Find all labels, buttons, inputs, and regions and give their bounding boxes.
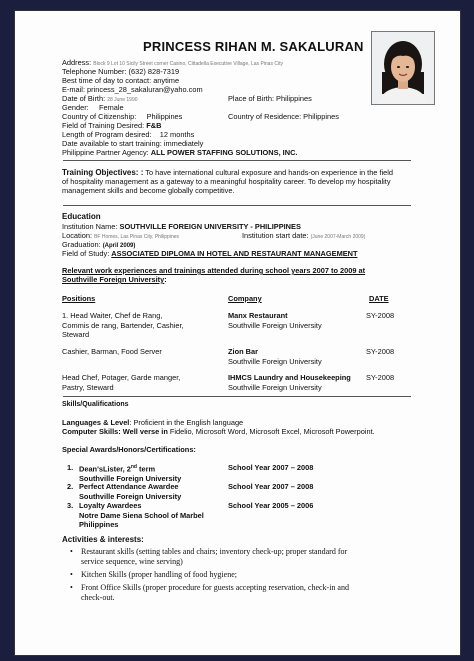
- languages-value: : Proficient in the English language: [129, 418, 244, 427]
- award-title-rest: term: [136, 464, 156, 474]
- telephone-line: Telephone Number: (632) 828-7319: [62, 67, 180, 76]
- table-row: [62, 347, 162, 357]
- divider: [63, 160, 411, 161]
- company-name: Manx Restaurant: [228, 311, 288, 320]
- computer-label: Computer Skills: Well verse in: [62, 427, 170, 436]
- activity-line: Front Office Skills (proper procedure for guests accepting reservation, check-in and: [81, 583, 349, 592]
- location-value: BF Homes, Las Pinas City, Philippines: [94, 234, 180, 240]
- citizenship-line: Country of Citizenship: Philippines: [62, 112, 183, 121]
- date-cell: SY-2008: [366, 373, 395, 382]
- study-line: [62, 249, 358, 259]
- start-date-line: [242, 231, 365, 243]
- experience-heading-2: [62, 275, 167, 285]
- position-line: Cashier, Barman, Food Server: [62, 347, 162, 356]
- best-time-line: Best time of day to contact: anytime: [62, 76, 180, 85]
- award-item: [79, 501, 204, 530]
- divider: [63, 205, 411, 206]
- address-label: Address:: [62, 58, 92, 67]
- table-row: [62, 311, 184, 340]
- profile-photo: [371, 31, 435, 105]
- computer-skills-line: [62, 427, 375, 437]
- activity-line: service sequence, wine serving): [81, 557, 183, 566]
- award-year: School Year 2005 – 2006: [228, 501, 314, 510]
- position-line: Steward: [62, 330, 90, 340]
- award-number: 1.: [67, 463, 74, 472]
- bullet-icon: •: [70, 570, 73, 579]
- award-year: School Year 2007 – 2008: [228, 482, 314, 491]
- award-institution: Southville Foreign University: [79, 474, 182, 484]
- list-item: [70, 570, 237, 580]
- activity-line: Restaurant skills (setting tables and chairs; inventory check-up; proper standard for: [81, 547, 348, 556]
- education-title: Education: [62, 212, 101, 221]
- start-label: Institution start date:: [242, 231, 311, 240]
- activity-line: Kitchen Skills (proper handling of food hygiene;: [81, 570, 237, 579]
- date-cell: SY-2008: [366, 311, 395, 320]
- residence-line: Country of Residence: Philippines: [228, 112, 339, 121]
- place-of-birth-line: Place of Birth: Philippines: [228, 94, 312, 103]
- institution-label: Institution Name:: [62, 222, 120, 231]
- col-positions: Positions: [62, 294, 96, 303]
- start-value: (June 2007-March 2009): [310, 234, 366, 240]
- length-line: Length of Program desired: 12 months: [62, 130, 195, 139]
- agency-line: [62, 148, 297, 158]
- bullet-icon: •: [70, 547, 73, 556]
- study-label: Field of Study:: [62, 249, 112, 258]
- resume-page: [14, 10, 461, 656]
- award-number: 2.: [67, 482, 74, 491]
- address-value: Block 9 Lot 10 Sicily Street corner Casino, Cittadella Executive Village, Las Pinas City: [93, 61, 283, 67]
- gender-line: Gender: Female: [62, 103, 124, 112]
- field-label: Field of Training Desired:: [62, 121, 147, 130]
- company-location: Southville Foreign University: [228, 382, 322, 392]
- field-value: F&B: [146, 121, 162, 130]
- award-item: [79, 482, 181, 501]
- skills-title: Skills/Qualifications: [62, 401, 129, 408]
- award-title: Loyalty Awardees: [79, 501, 142, 510]
- activities-title: Activities & interests:: [62, 535, 144, 544]
- experience-heading-school: Southville Foreign University: [62, 275, 165, 284]
- objectives-text-1: To have international cultural exposure and hands-on experience in the field: [143, 168, 394, 177]
- col-date: DATE: [369, 294, 389, 303]
- dob-value: 28 June 1990: [107, 97, 138, 103]
- location-label: Location:: [62, 231, 95, 240]
- position-line: Pastry, Steward: [62, 382, 114, 392]
- position-line: Commis de rang, Bartender, Cashier,: [62, 320, 184, 330]
- company-name: Zion Bar: [228, 347, 258, 356]
- award-institution: Southville Foreign University: [79, 491, 182, 501]
- position-line: Head Chef, Potager, Garde manger,: [62, 373, 181, 382]
- table-row: [62, 373, 180, 392]
- award-number: 3.: [67, 501, 74, 510]
- date-available-line: Date available to start training: immediately: [62, 139, 204, 148]
- objectives-line-2: of hospitality management as a gateway to a meaningful hospitality career. To develop my hospitality: [62, 177, 391, 186]
- graduation-label: Graduation:: [62, 240, 103, 249]
- agency-label: Philippine Partner Agency:: [62, 148, 151, 157]
- company-location: Southville Foreign University: [228, 356, 322, 366]
- award-title: Perfect Attendance Awardee: [79, 482, 179, 491]
- date-cell: SY-2008: [366, 347, 395, 356]
- awards-title: Special Awards/Honors/Certifications:: [62, 445, 196, 454]
- candidate-name: PRINCESS RIHAN M. SAKALURAN: [143, 39, 364, 54]
- award-title: Dean'sLister, 2: [79, 464, 131, 474]
- divider: [63, 396, 411, 397]
- company-location: Southville Foreign University: [228, 320, 322, 330]
- award-institution: Philippines: [79, 520, 119, 530]
- company-cell: [228, 311, 322, 330]
- objectives-line-3: management skills and become globally competitive.: [62, 186, 235, 195]
- award-item: [79, 463, 181, 484]
- award-institution: Notre Dame Siena School of Marbel: [79, 510, 204, 520]
- col-company: Company: [228, 294, 262, 303]
- graduation-value: (April 2009): [102, 243, 136, 249]
- experience-heading-colon: :: [164, 275, 167, 284]
- award-title-sup: nd: [130, 464, 137, 470]
- activity-line: check-out.: [81, 593, 115, 602]
- experience-heading-1: Relevant work experiences and trainings attended during school years 2007 to 2009 at: [62, 266, 366, 275]
- position-line: 1. Head Waiter, Chef de Rang,: [62, 311, 163, 320]
- list-item: [70, 547, 347, 567]
- company-name: IHMCS Laundry and Housekeeping: [228, 373, 351, 382]
- computer-value: Fidelio, Microsoft Word, Microsoft Excel, Microsoft Powerpoint.: [169, 427, 375, 436]
- agency-value: ALL POWER STAFFING SOLUTIONS, INC.: [150, 148, 298, 157]
- institution-value: SOUTHVILLE FOREIGN UNIVERSITY - PHILIPPINES: [119, 222, 301, 231]
- bullet-icon: •: [70, 583, 73, 592]
- company-cell: [228, 347, 322, 366]
- email-line: E-mail: princess_28_sakaluran@yaho.com: [62, 85, 203, 94]
- objectives-title: Training Objectives: :: [62, 168, 144, 177]
- award-year: School Year 2007 – 2008: [228, 463, 314, 472]
- languages-label: Languages & Level: [62, 418, 130, 427]
- dob-label: Date of Birth:: [62, 94, 106, 103]
- company-cell: [228, 373, 351, 392]
- study-value: ASSOCIATED DIPLOMA IN HOTEL AND RESTAURANT MANAGEMENT: [111, 249, 358, 258]
- list-item: [70, 583, 349, 603]
